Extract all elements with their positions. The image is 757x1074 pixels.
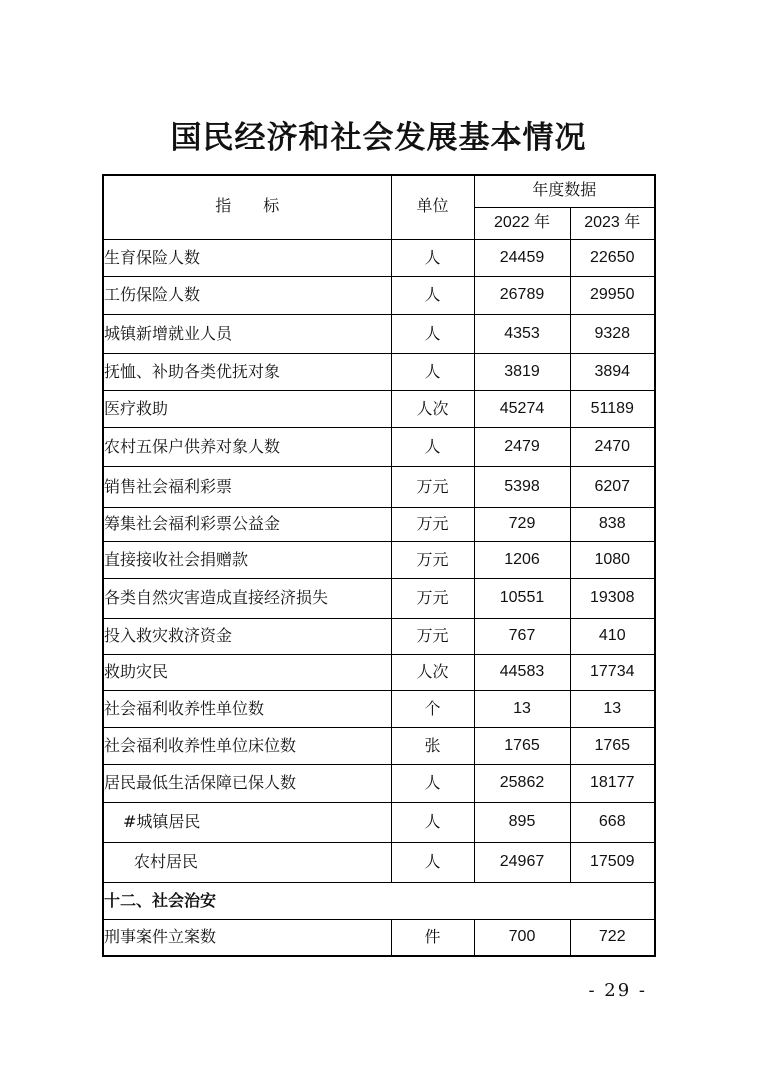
row-value-2022: 729 (474, 507, 570, 541)
row-unit: 张 (391, 727, 474, 764)
table-row (103, 618, 655, 654)
header-row-1 (103, 175, 655, 207)
row-unit: 人 (391, 802, 474, 842)
row-value-2022: 1206 (474, 541, 570, 578)
page-number: - 29 - (588, 980, 647, 1001)
row-unit: 万元 (391, 578, 474, 618)
row-value-2023: 17734 (570, 654, 655, 690)
row-name: 医疗救助 (103, 390, 391, 427)
page-title: 国民经济和社会发展基本情况 (170, 120, 587, 156)
row-unit: 人 (391, 353, 474, 390)
row-unit: 人次 (391, 390, 474, 427)
row-name: 抚恤、补助各类优抚对象 (103, 353, 391, 390)
row-value-2022: 13 (474, 690, 570, 727)
row-value-2022: 45274 (474, 390, 570, 427)
row-name: 社会福利收养性单位床位数 (103, 727, 391, 764)
table-row (103, 353, 655, 390)
row-name: 销售社会福利彩票 (103, 466, 391, 507)
row-value-2023: 1765 (570, 727, 655, 764)
header-year-2023: 2023 年 (570, 207, 655, 239)
row-name: 农村居民 (103, 842, 391, 882)
table-row (103, 239, 655, 276)
row-value-2023: 17509 (570, 842, 655, 882)
row-value-2022: 26789 (474, 276, 570, 314)
row-value-2023: 1080 (570, 541, 655, 578)
row-value-2022: 24967 (474, 842, 570, 882)
statistics-table (102, 174, 656, 957)
row-unit: 万元 (391, 507, 474, 541)
row-value-2022: 5398 (474, 466, 570, 507)
row-value-2022: 700 (474, 919, 570, 956)
table-row (103, 507, 655, 541)
table-row (103, 276, 655, 314)
row-name: 城镇新增就业人员 (103, 314, 391, 353)
row-name: 居民最低生活保障已保人数 (103, 764, 391, 802)
row-unit: 件 (391, 919, 474, 956)
section-heading: 十二、社会治安 (103, 882, 655, 919)
row-value-2022: 1765 (474, 727, 570, 764)
row-value-2023: 51189 (570, 390, 655, 427)
row-name: 刑事案件立案数 (103, 919, 391, 956)
row-value-2023: 838 (570, 507, 655, 541)
row-unit: 万元 (391, 541, 474, 578)
row-value-2022: 25862 (474, 764, 570, 802)
row-unit: 人次 (391, 654, 474, 690)
table-row (103, 466, 655, 507)
row-value-2023: 668 (570, 802, 655, 842)
row-value-2023: 410 (570, 618, 655, 654)
row-value-2022: 4353 (474, 314, 570, 353)
row-name: #城镇居民 (103, 802, 391, 842)
row-unit: 万元 (391, 618, 474, 654)
row-value-2023: 29950 (570, 276, 655, 314)
row-name: 各类自然灾害造成直接经济损失 (103, 578, 391, 618)
row-value-2023: 2470 (570, 427, 655, 466)
row-value-2023: 3894 (570, 353, 655, 390)
header-annual-data: 年度数据 (474, 175, 655, 207)
header-year-2022: 2022 年 (474, 207, 570, 239)
table-row (103, 314, 655, 353)
row-value-2023: 13 (570, 690, 655, 727)
row-name: 生育保险人数 (103, 239, 391, 276)
row-value-2022: 3819 (474, 353, 570, 390)
table-row (103, 919, 655, 956)
header-unit: 单位 (391, 175, 474, 239)
row-name: 农村五保户供养对象人数 (103, 427, 391, 466)
table-row (103, 654, 655, 690)
table-row (103, 578, 655, 618)
table-row (103, 427, 655, 466)
row-value-2023: 9328 (570, 314, 655, 353)
row-name: 社会福利收养性单位数 (103, 690, 391, 727)
row-unit: 人 (391, 842, 474, 882)
row-value-2022: 895 (474, 802, 570, 842)
row-value-2023: 19308 (570, 578, 655, 618)
row-unit: 人 (391, 314, 474, 353)
row-value-2023: 18177 (570, 764, 655, 802)
row-name: 工伤保险人数 (103, 276, 391, 314)
row-name: 筹集社会福利彩票公益金 (103, 507, 391, 541)
table-row (103, 802, 655, 842)
row-value-2022: 2479 (474, 427, 570, 466)
row-unit: 万元 (391, 466, 474, 507)
row-value-2023: 722 (570, 919, 655, 956)
row-value-2023: 22650 (570, 239, 655, 276)
table-row (103, 842, 655, 882)
row-unit: 人 (391, 239, 474, 276)
row-unit: 人 (391, 427, 474, 466)
row-name: 直接接收社会捐赠款 (103, 541, 391, 578)
row-unit: 人 (391, 276, 474, 314)
table-row (103, 541, 655, 578)
row-unit: 人 (391, 764, 474, 802)
row-unit: 个 (391, 690, 474, 727)
table-row (103, 690, 655, 727)
row-value-2022: 10551 (474, 578, 570, 618)
row-value-2022: 44583 (474, 654, 570, 690)
table-row (103, 727, 655, 764)
row-name: 救助灾民 (103, 654, 391, 690)
table-row (103, 764, 655, 802)
row-value-2022: 767 (474, 618, 570, 654)
row-value-2022: 24459 (474, 239, 570, 276)
header-indicator: 指 标 (103, 175, 391, 239)
table-row (103, 390, 655, 427)
row-name: 投入救灾救济资金 (103, 618, 391, 654)
row-value-2023: 6207 (570, 466, 655, 507)
section-row (103, 882, 655, 919)
